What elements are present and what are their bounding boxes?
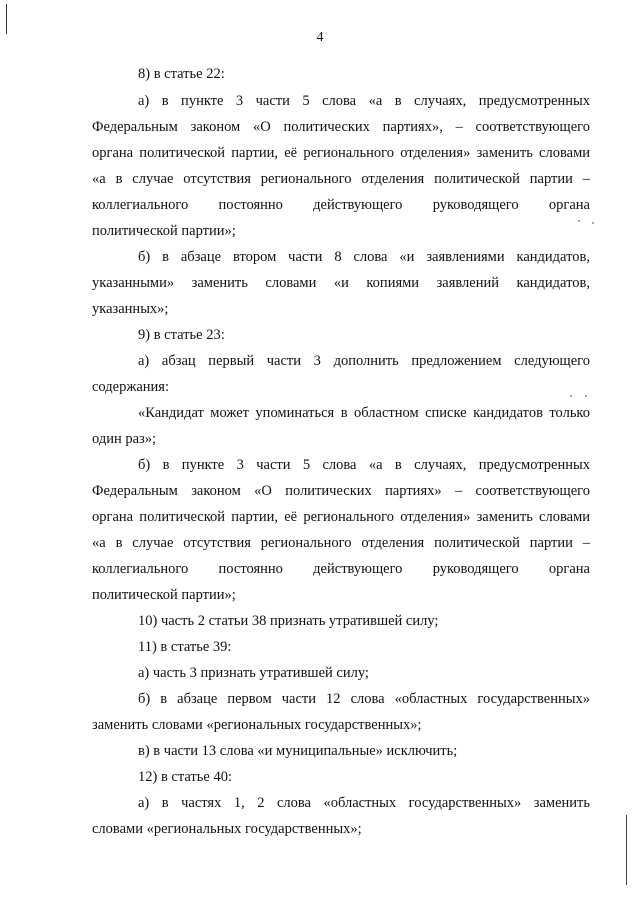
paragraph-line: органа политической партии, её регионального отделения» заменить словами [92, 145, 590, 161]
paragraph-line: «Кандидат может упоминаться в областном списке кандидатов только [138, 405, 590, 421]
paragraph-line: указанными» заменить словами «и копиями заявлений кандидатов, [92, 275, 590, 291]
paragraph-line: б) в пункте 3 части 5 слова «а в случаях, предусмотренных [138, 457, 590, 473]
paragraph-line: б) в абзаце первом части 12 слова «областных государственных» [138, 691, 590, 707]
paragraph-line: политической партии»; [92, 587, 236, 603]
paragraph-line: а) часть 3 признать утратившей силу; [138, 665, 369, 681]
paragraph-line: Федеральным законом «О политических партиях» – соответствующего [92, 483, 590, 499]
paragraph-line: а) в частях 1, 2 слова «областных государственных» заменить [138, 795, 590, 811]
list-item-heading: 12) в статье 40: [138, 769, 232, 785]
paragraph-line: заменить словами «региональных государственных»; [92, 717, 422, 733]
list-item-heading: 11) в статье 39: [138, 639, 232, 655]
paragraph-line: Федеральным законом «О политических партиях», – соответствующего [92, 119, 590, 135]
list-item-heading: 9) в статье 23: [138, 327, 225, 343]
paragraph-line: б) в абзаце втором части 8 слова «и заявлениями кандидатов, [138, 249, 590, 265]
scan-edge-mark [626, 815, 627, 885]
paragraph-line: «а в случае отсутствия регионального отделения политической партии – [92, 535, 590, 551]
paragraph-line: органа политической партии, её регионального отделения» заменить словами [92, 509, 590, 525]
scan-speck [570, 395, 572, 397]
paragraph-line: а) абзац первый части 3 дополнить предложением следующего [138, 353, 590, 369]
paragraph-line: политической партии»; [92, 223, 236, 239]
paragraph-line: коллегиального постоянно действующего руководящего органа [92, 197, 590, 213]
paragraph-line: словами «региональных государственных»; [92, 821, 362, 837]
list-item-heading: 8) в статье 22: [138, 66, 225, 82]
paragraph-line: «а в случае отсутствия регионального отделения политической партии – [92, 171, 590, 187]
paragraph-line: в) в части 13 слова «и муниципальные» исключить; [138, 743, 458, 759]
page-number: 4 [316, 30, 324, 45]
paragraph-line: содержания: [92, 379, 170, 395]
paragraph-line: а) в пункте 3 части 5 слова «а в случаях, предусмотренных [138, 93, 590, 109]
paragraph-line: один раз»; [92, 431, 157, 447]
paragraph-line: коллегиального постоянно действующего руководящего органа [92, 561, 590, 577]
paragraph-line: указанных»; [92, 301, 169, 317]
scan-speck [585, 395, 587, 397]
scan-speck [592, 222, 594, 224]
list-item-heading: 10) часть 2 статьи 38 признать утратившей силу; [138, 613, 439, 629]
scan-speck [578, 220, 580, 222]
